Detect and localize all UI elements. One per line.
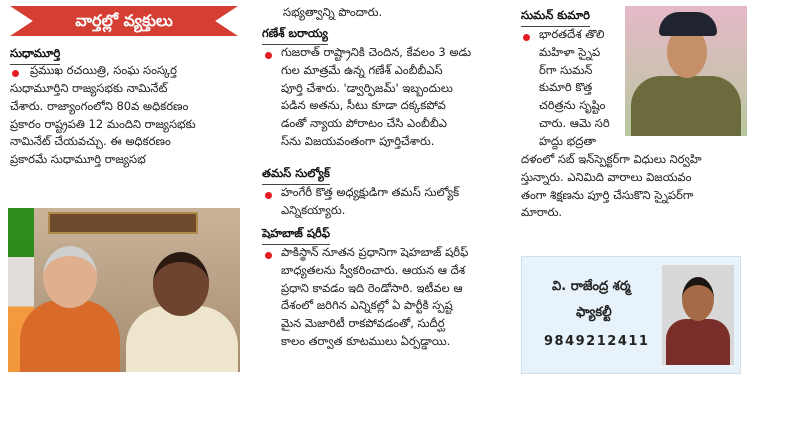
section-banner: [10, 6, 238, 36]
person-name-tamas: తమస్ సుల్యోక్: [262, 166, 330, 185]
faculty-photo: [662, 265, 734, 365]
sudha-text-cont: సుధామూర్తిని రాజ్యసభకు నామినేట్ చేశారు. రాజ్యాంగంలోని 80వ అధికరణం ప్రకారం రాష్ట్రపతి 12 మందిని రాజ్యసభకు నామినేట్ చేయవచ్చు. ఈ అధికరణం ప్రకారమే సుధామూర్తి రాజ్యసభ: [10, 81, 196, 167]
tamas-text: హంగేరీ కొత్త అధ్యక్షుడిగా తమస్ సుల్యోక్ ఎన్నికయ్యారు.: [281, 185, 460, 217]
bullet-icon: [265, 192, 272, 199]
bullet-icon: [523, 34, 530, 41]
person-name-suman: సుమన్ కుమారి: [521, 8, 590, 27]
person-name-sudha: సుధామూర్తి: [10, 46, 60, 65]
person-name-shehbaz: షెహబాజ్ షరీఫ్: [262, 226, 330, 245]
banner-title: వార్తల్లో వ్యక్తులు: [75, 11, 173, 30]
faculty-phone: 9849212411: [544, 334, 650, 349]
suman-text: భారతదేశ తొలి మహిళా స్నైప ర్‌గా సుమన్ కుమారి కొత్త చరిత్రను సృష్టిం చారు. ఆమె సరి హద్దు భద్రతా: [539, 27, 610, 148]
bullet-icon: [265, 252, 272, 259]
bullet-icon: [12, 70, 19, 77]
ganesh-text: గుజరాత్ రాష్ట్రానికి చెందిన, కేవలం 3 అడు గుల మాత్రమే ఉన్న గణేశ్ ఎంబీబీఎస్ పూర్తి చేశారు. 'డ్వార్ఫిజమ్' ఇబ్బందులు పడిన అతను, సీటు కూడా దక్కకపోవ డంతో న్యాయ పోరాటం చేసి ఎంబీబీఎ స్‌ను విజయవంతంగా పూర్తిచేశారు.: [281, 45, 472, 148]
person-name-ganesh: గణేశ్ బరాయ్య: [262, 26, 328, 45]
bullet-icon: [265, 52, 272, 59]
sudha-murmu-photo: [8, 208, 240, 372]
shehbaz-text: పాకిస్థాన్ నూతన ప్రధానిగా షెహబాజ్ షరీఫ్ బాధ్యతలను స్వీకరించారు. ఆయన ఆ దేశ ప్రధాని కావడం ఇది రెండోసారి. ఇటీవల ఆ దేశంలో జరిగిన ఎన్నికల్లో ఏ పార్టీకి స్పష్ట మైన మెజారిటీ రాకపోవడంతో, సుదీర్ఘ కాలం తర్వాత కూటములు ఏర్పడ్డాయి.: [281, 245, 469, 348]
sudha-text: ప్రముఖ రచయిత్రి, సంఘ సంస్కర్త: [30, 63, 177, 77]
faculty-card: [521, 256, 741, 374]
faculty-name: వి. రాజేంద్ర శర్మ: [552, 279, 631, 294]
sudha-text-end: సభ్యత్వాన్ని పొందారు.: [283, 5, 383, 19]
suman-text-cont: దళంలో సబ్ ఇన్‌స్పెక్టర్‌గా విధులు నిర్వహి స్తున్నారు. ఎనిమిది వారాలు విజయవం తంగా శిక్షణను పూర్తి చేసుకొని స్నైపర్‌గా మారారు.: [521, 152, 702, 220]
faculty-role: ఫ్యాకల్టీ: [576, 305, 612, 320]
suman-photo: [625, 6, 747, 136]
